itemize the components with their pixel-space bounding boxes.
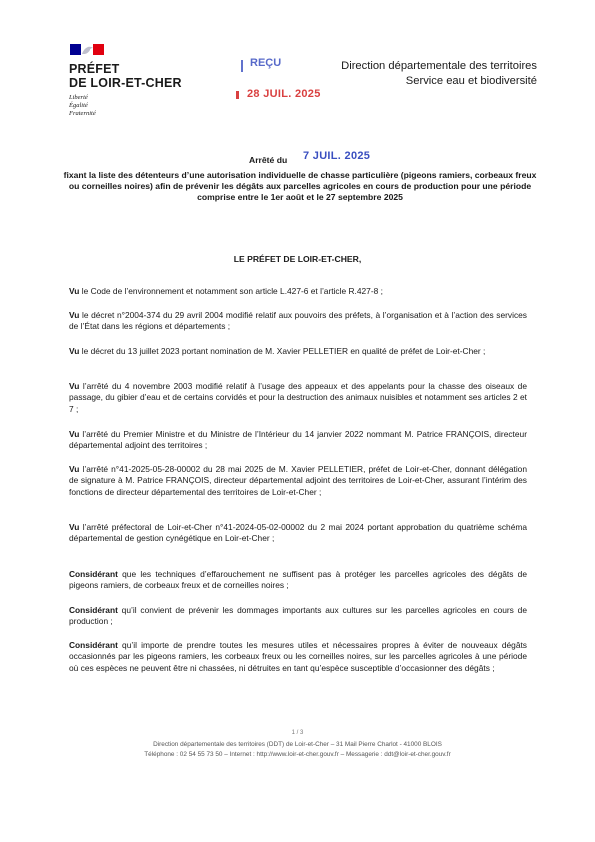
- considerant-paragraph: [69, 640, 527, 674]
- paragraph-lead: Considérant: [69, 605, 118, 615]
- service-name: Service eau et biodiversité: [405, 75, 537, 87]
- paragraph-lead: Considérant: [69, 640, 118, 650]
- paragraph-text: qu’il convient de prévenir les dommages importants aux cultures sur les parcelles agricoles en cours de production ;: [69, 605, 527, 627]
- vu-paragraph: [69, 381, 527, 415]
- considerant-paragraph: [69, 569, 527, 592]
- paragraph-lead: Considérant: [69, 569, 118, 579]
- republic-motto: [69, 94, 96, 118]
- paragraph-text: le Code de l’environnement et notamment son article L.427-6 et l’article R.427-8 ;: [79, 286, 383, 296]
- paragraph-lead: Vu: [69, 310, 80, 320]
- date-stamp-mark: [236, 91, 239, 99]
- paragraph-text: qu’il importe de prendre toutes les mesures utiles et nécessaires propres à éviter de nouveaux dégâts occasionnés par les pigeons ramiers, les corbeaux freux ou les corneilles noires, sur les parcelles agricoles à une période où ces espèces ne peuvent être ni chassées, ni détruites en tant qu’espèce susceptible d’occasionner des dégâts ;: [69, 640, 527, 673]
- footer-address: Direction départementale des territoires (DDT) de Loir-et-Cher – 31 Mail Pierre Charlot - 41000 BLOIS: [153, 741, 442, 748]
- direction-name: Direction départementale des territoires: [341, 60, 537, 72]
- paragraph-lead: Vu: [69, 429, 80, 439]
- vu-paragraph: [69, 429, 527, 452]
- paragraph-text: le décret du 13 juillet 2023 portant nomination de M. Xavier PELLETIER en qualité de préfet de Loir-et-Cher ;: [79, 346, 486, 356]
- marianne-logo: [70, 44, 104, 55]
- considerant-paragraph: [69, 605, 527, 628]
- paragraph-lead: Vu: [69, 522, 80, 532]
- paragraph-text: l’arrêté du 4 novembre 2003 modifié relatif à l’usage des appeaux et des appelants pour la chasse des oiseaux de passage, du gibier d’eau et de certains corvidés et pour la destruction des animaux nuisibles et notamment ses articles 2 et 7 ;: [69, 381, 527, 414]
- paragraph-lead: Vu: [69, 286, 80, 296]
- arrete-label: Arrêté du: [249, 155, 288, 165]
- motto-fraternite: Fraternité: [69, 110, 96, 117]
- paragraph-lead: Vu: [69, 381, 80, 391]
- paragraph-lead: Vu: [69, 464, 80, 474]
- vu-paragraph: [69, 522, 527, 545]
- footer-contact: Téléphone : 02 54 55 73 50 – Internet : http://www.loir-et-cher.gouv.fr – Messagerie : ddt@loir-et-cher.gouv.fr: [144, 751, 451, 758]
- received-date-stamp: 28 JUIL. 2025: [247, 88, 321, 100]
- received-stamp: REÇU: [250, 57, 282, 69]
- prefet-title-line2: DE LOIR-ET-CHER: [69, 76, 182, 90]
- arrete-title: fixant la liste des détenteurs d’une autorisation individuelle de chasse particulière (pigeons ramiers, corbeaux freux ou corneilles noires) afin de prévenir les dégâts aux parcelles agricoles en cours de production pour une période comprise entre le 1er août et le 27 septembre 2025: [63, 170, 537, 203]
- motto-egalite: Égalité: [69, 102, 88, 109]
- paragraph-text: l’arrêté du Premier Ministre et du Ministre de l’Intérieur du 14 janvier 2022 nommant M. Patrice FRANÇOIS, directeur départemental adjoint des territoires ;: [69, 429, 527, 451]
- received-stamp-mark: [241, 60, 243, 72]
- vu-paragraph: [69, 464, 527, 498]
- paragraph-lead: Vu: [69, 346, 80, 356]
- vu-paragraph: [69, 310, 527, 333]
- paragraph-text: le décret n°2004-374 du 29 avril 2004 modifié relatif aux pouvoirs des préfets, à l’organisation et à l’action des services de l’État dans les régions et départements ;: [69, 310, 527, 332]
- motto-liberte: Liberté: [69, 94, 88, 101]
- vu-paragraph: [69, 346, 527, 357]
- page-number: 1 / 3: [291, 730, 304, 736]
- prefet-title-line1: PRÉFET: [69, 62, 120, 76]
- paragraph-text: que les techniques d’effarouchement ne suffisent pas à protéger les parcelles agricoles des dégâts de pigeons ramiers, de corbeaux freux et de corneilles noires ;: [69, 569, 527, 591]
- paragraph-text: l’arrêté n°41-2025-05-28-00002 du 28 mai 2025 de M. Xavier PELLETIER, préfet de Loir-et-Cher, donnant délégation de signature à M. Patrice FRANÇOIS, directeur départemental adjoint des territoires de Loir-et-Cher, assurant l’intérim des fonctions de directeur départemental des territoires de Loir-et-Cher ;: [69, 464, 527, 497]
- vu-paragraph: [69, 286, 527, 297]
- arrete-date-stamp: 7 JUIL. 2025: [303, 150, 371, 162]
- paragraph-text: l’arrêté préfectoral de Loir-et-Cher n°41-2024-05-02-00002 du 2 mai 2024 portant approbation du quatrième schéma départemental de gestion cynégétique en Loir-et-Cher ;: [69, 522, 527, 544]
- prefet-heading: LE PRÉFET DE LOIR-ET-CHER,: [233, 254, 362, 264]
